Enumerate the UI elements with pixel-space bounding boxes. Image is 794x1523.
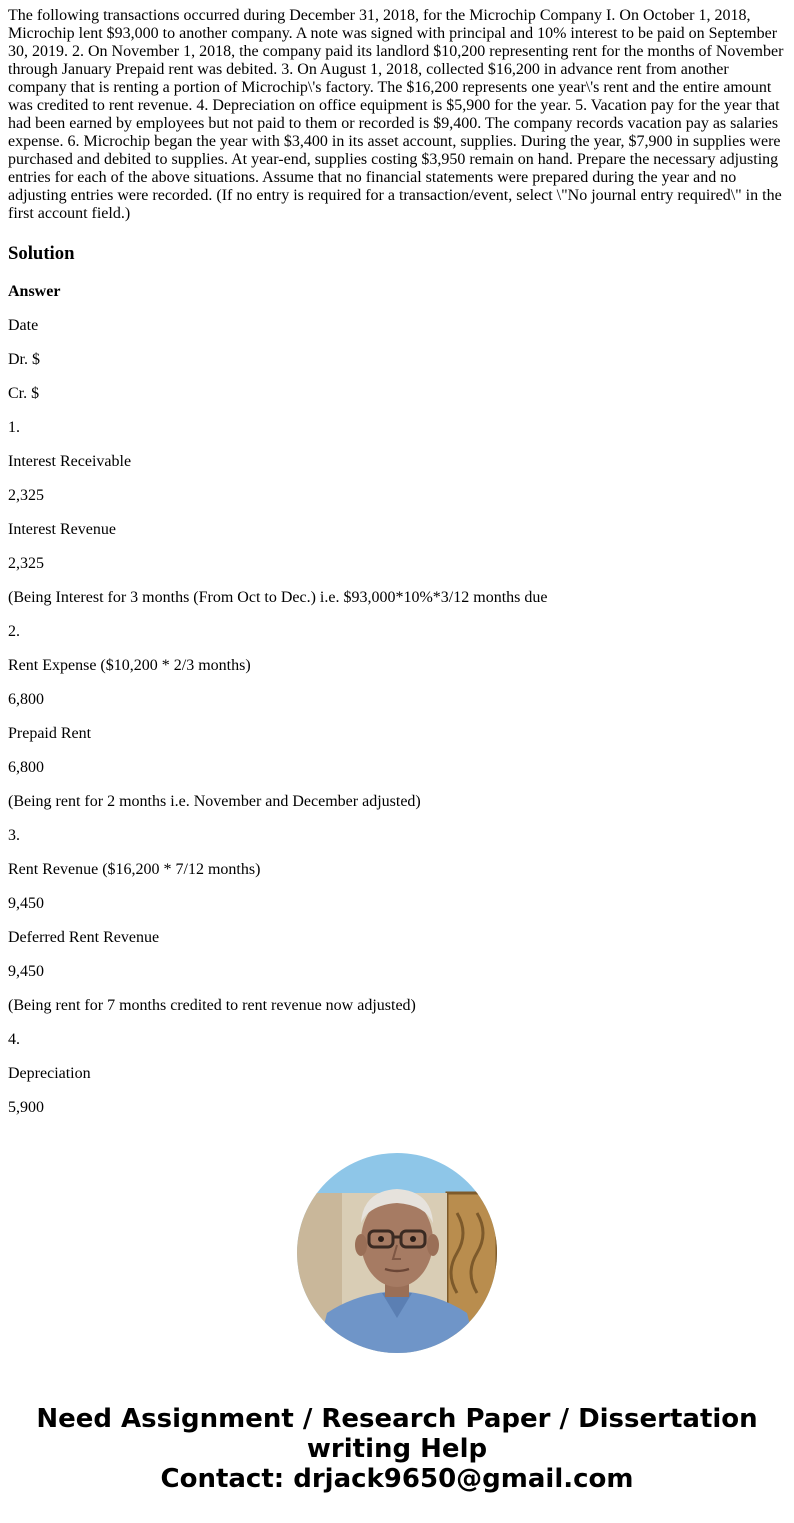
entry-line: 3. bbox=[8, 827, 20, 844]
entry-line: Dr. $ bbox=[8, 351, 40, 368]
entry-line: 2,325 bbox=[8, 487, 44, 504]
entry-line: 2,325 bbox=[8, 555, 44, 572]
entry-line: Depreciation bbox=[8, 1065, 91, 1082]
promo-contact-email[interactable]: Contact: drjack9650@gmail.com bbox=[160, 1464, 634, 1494]
entry-line: 9,450 bbox=[8, 895, 44, 912]
author-avatar bbox=[297, 1153, 497, 1353]
entry-line: Prepaid Rent bbox=[8, 725, 92, 742]
entry-line: 4. bbox=[8, 1031, 20, 1048]
entry-line: Rent Revenue ($16,200 * 7/12 months) bbox=[8, 861, 261, 878]
entry-line: 5,900 bbox=[8, 1099, 44, 1116]
entry-line: 6,800 bbox=[8, 691, 44, 708]
promo-line-1: Need Assignment / Research Paper / Dissertation bbox=[36, 1404, 758, 1434]
solution-heading: Solution bbox=[8, 243, 75, 264]
entry-line: Interest Revenue bbox=[8, 521, 116, 538]
question-text: The following transactions occurred during December 31, 2018, for the Microchip Company I. On October 1, 2018, Microchip lent $93,000 to another company. A note was signed with principal and 10% interest to be paid on September 30, 2019. 2. On November 1, 2018, the company paid its landlord $10,200 representing rent for the months of November through January Prepaid rent was debited. 3. On August 1, 2018, collected $16,200 in advance rent from another company that is renting a portion of Microchip\'s factory. The $16,200 represents one year\'s rent and the entire amount was credited to rent revenue. 4. Depreciation on office equipment is $5,900 for the year. 5. Vacation pay for the year that had been earned by employees but not paid to them or recorded is $9,400. The company records vacation pay as salaries expense. 6. Microchip began the year with $3,400 in its asset account, supplies. During the year, $7,900 in supplies were purchased and debited to supplies. At year-end, supplies costing $3,950 remain on hand. Prepare the necessary adjusting entries for each of the above situations. Assume that no financial statements were prepared during the year and no adjusting entries were recorded. (If no entry is required for a transaction/event, select \"No journal entry required\" in the first account field.) bbox=[8, 7, 784, 222]
author-portrait-image bbox=[297, 1153, 497, 1353]
entry-line: 9,450 bbox=[8, 963, 44, 980]
entry-line: Cr. $ bbox=[8, 385, 40, 402]
entry-line: (Being rent for 2 months i.e. November and December adjusted) bbox=[8, 793, 421, 810]
answer-label: Answer bbox=[8, 283, 61, 300]
entry-line: Date bbox=[8, 317, 39, 334]
entry-line: Rent Expense ($10,200 * 2/3 months) bbox=[8, 657, 251, 674]
promo-banner bbox=[0, 1404, 794, 1494]
entry-line: Interest Receivable bbox=[8, 453, 132, 470]
entry-line: 1. bbox=[8, 419, 20, 436]
entry-line: 6,800 bbox=[8, 759, 44, 776]
entry-line: (Being rent for 7 months credited to rent revenue now adjusted) bbox=[8, 997, 416, 1014]
promo-line-2: writing Help bbox=[306, 1434, 488, 1464]
entry-line: 2. bbox=[8, 623, 20, 640]
entry-line: Deferred Rent Revenue bbox=[8, 929, 160, 946]
entry-line: (Being Interest for 3 months (From Oct to Dec.) i.e. $93,000*10%*3/12 months due bbox=[8, 589, 548, 606]
